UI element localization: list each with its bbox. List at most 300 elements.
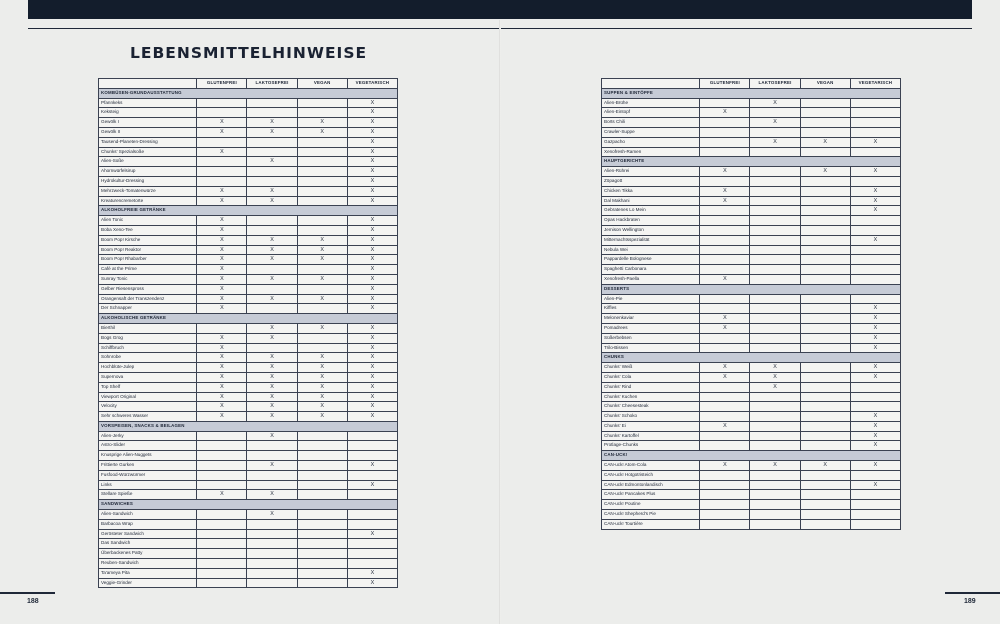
empty-cell [197, 549, 247, 559]
empty-cell [850, 490, 900, 500]
table-row [99, 265, 398, 275]
empty-cell [800, 314, 850, 324]
empty-cell [197, 529, 247, 539]
check-mark: X [850, 333, 900, 343]
page-number-left: 188 [27, 598, 39, 605]
table-row [99, 255, 398, 265]
empty-cell [850, 127, 900, 137]
empty-cell [750, 255, 800, 265]
item-name: Chunks' Cola [602, 372, 700, 382]
check-mark: X [197, 353, 247, 363]
empty-cell [297, 147, 347, 157]
empty-cell [800, 176, 850, 186]
empty-cell [800, 323, 850, 333]
check-mark: X [850, 167, 900, 177]
check-mark: X [297, 118, 347, 128]
item-name: CAN-uck! Poutine [602, 500, 700, 510]
check-mark: X [700, 167, 750, 177]
check-mark: X [347, 137, 397, 147]
check-mark: X [297, 245, 347, 255]
table-row [99, 274, 398, 284]
check-mark: X [197, 235, 247, 245]
empty-cell [347, 490, 397, 500]
column-header-laktosefrei: LAKTOSEFREI [247, 79, 297, 89]
empty-cell [850, 470, 900, 480]
empty-cell [297, 490, 347, 500]
check-mark: X [297, 353, 347, 363]
empty-cell [800, 294, 850, 304]
check-mark: X [197, 372, 247, 382]
table-row [99, 529, 398, 539]
empty-cell [197, 108, 247, 118]
table-row [602, 176, 901, 186]
check-mark: X [347, 196, 397, 206]
item-name: Fusfood-Würzwürmer [99, 470, 197, 480]
check-mark: X [197, 392, 247, 402]
empty-cell [247, 529, 297, 539]
check-mark: X [247, 255, 297, 265]
item-name: Chicken Tikka [602, 186, 700, 196]
table-row [602, 431, 901, 441]
check-mark: X [197, 196, 247, 206]
empty-cell [800, 147, 850, 157]
empty-cell [197, 441, 247, 451]
check-mark: X [197, 294, 247, 304]
empty-cell [297, 196, 347, 206]
check-mark: X [850, 323, 900, 333]
check-mark: X [247, 245, 297, 255]
table-row [99, 216, 398, 226]
check-mark: X [247, 372, 297, 382]
check-mark: X [850, 206, 900, 216]
empty-cell [247, 108, 297, 118]
table-row [602, 235, 901, 245]
check-mark: X [347, 382, 397, 392]
empty-cell [700, 225, 750, 235]
column-header-glutenfrei: GLUTENFREI [700, 79, 750, 89]
table-row [99, 578, 398, 588]
check-mark: X [850, 431, 900, 441]
table-row [602, 167, 901, 177]
empty-cell [197, 157, 247, 167]
table-row [99, 451, 398, 461]
check-mark: X [197, 225, 247, 235]
section-title: SANDWICHES [99, 500, 398, 510]
empty-cell [800, 206, 850, 216]
check-mark: X [800, 461, 850, 471]
table-row [99, 568, 398, 578]
empty-cell [247, 225, 297, 235]
empty-cell [750, 323, 800, 333]
empty-cell [700, 294, 750, 304]
empty-cell [297, 568, 347, 578]
table-row [602, 363, 901, 373]
empty-cell [850, 98, 900, 108]
section-header-row [99, 500, 398, 510]
item-name: Mitternachtsspezialität [602, 235, 700, 245]
check-mark: X [197, 245, 247, 255]
empty-cell [750, 392, 800, 402]
empty-cell [297, 157, 347, 167]
empty-cell [800, 392, 850, 402]
empty-cell [800, 196, 850, 206]
table-row [602, 343, 901, 353]
empty-cell [750, 343, 800, 353]
empty-cell [800, 265, 850, 275]
check-mark: X [247, 118, 297, 128]
check-mark: X [850, 186, 900, 196]
empty-cell [700, 245, 750, 255]
check-mark: X [750, 372, 800, 382]
check-mark: X [750, 98, 800, 108]
check-mark: X [700, 196, 750, 206]
empty-cell [197, 559, 247, 569]
check-mark: X [347, 265, 397, 275]
section-title: ALKOHOLFREIE GETRÄNKE [99, 206, 398, 216]
empty-cell [247, 441, 297, 451]
table-row [99, 284, 398, 294]
item-name: Gewölk II [99, 127, 197, 137]
table-row [99, 480, 398, 490]
empty-cell [750, 500, 800, 510]
empty-cell [700, 255, 750, 265]
section-header-row [99, 88, 398, 98]
check-mark: X [700, 323, 750, 333]
table-row [99, 343, 398, 353]
empty-cell [750, 127, 800, 137]
empty-cell [297, 225, 347, 235]
item-name: Chunks' Cheesesteak [602, 402, 700, 412]
check-mark: X [700, 461, 750, 471]
empty-cell [750, 294, 800, 304]
item-name: Orangensaft der Transzendenz [99, 294, 197, 304]
table-row [99, 490, 398, 500]
empty-cell [750, 480, 800, 490]
empty-cell [700, 265, 750, 275]
check-mark: X [700, 363, 750, 373]
empty-cell [197, 431, 247, 441]
table-row [602, 225, 901, 235]
item-name: Gebratenes Lo Mein [602, 206, 700, 216]
item-name: Reuben-Sandwich [99, 559, 197, 569]
empty-cell [800, 216, 850, 226]
empty-cell [247, 304, 297, 314]
item-name: Xenofresh-Ramen [602, 147, 700, 157]
empty-cell [800, 412, 850, 422]
check-mark: X [347, 568, 397, 578]
empty-cell [750, 333, 800, 343]
item-name: CAN-uck! Hotgotristeich [602, 470, 700, 480]
check-mark: X [197, 402, 247, 412]
check-mark: X [247, 186, 297, 196]
empty-cell [247, 470, 297, 480]
empty-cell [750, 147, 800, 157]
table-row [99, 137, 398, 147]
table-row [602, 470, 901, 480]
empty-cell [297, 98, 347, 108]
check-mark: X [297, 392, 347, 402]
empty-cell [750, 274, 800, 284]
empty-cell [297, 333, 347, 343]
empty-cell [247, 98, 297, 108]
table-row [602, 245, 901, 255]
item-name: Sehr schweres Wasser [99, 412, 197, 422]
column-header-vegetarisch: VEGETARISCH [850, 79, 900, 89]
item-name: Boom Pop! Kirsche [99, 235, 197, 245]
empty-cell [700, 304, 750, 314]
empty-cell [700, 470, 750, 480]
check-mark: X [247, 392, 297, 402]
item-name: Velocity [99, 402, 197, 412]
item-name: Boom Pop! Rhabarber [99, 255, 197, 265]
empty-cell [800, 118, 850, 128]
header-corner-cell [99, 79, 197, 89]
empty-cell [850, 402, 900, 412]
table-row [602, 98, 901, 108]
empty-cell [197, 451, 247, 461]
check-mark: X [850, 137, 900, 147]
empty-cell [700, 412, 750, 422]
table-row [602, 382, 901, 392]
empty-cell [197, 470, 247, 480]
table-row [99, 412, 398, 422]
item-name: Chunks' Kartoffel [602, 431, 700, 441]
empty-cell [850, 245, 900, 255]
empty-cell [297, 549, 347, 559]
table-row [602, 294, 901, 304]
empty-cell [850, 294, 900, 304]
table-row [99, 147, 398, 157]
table-row [99, 353, 398, 363]
section-header-row [99, 206, 398, 216]
check-mark: X [247, 431, 297, 441]
food-table-right [601, 78, 901, 530]
page-title: LEBENSMITTELHINWEISE [130, 44, 368, 62]
empty-cell [800, 108, 850, 118]
table-row [99, 157, 398, 167]
check-mark: X [197, 284, 247, 294]
item-name: Opas Hackbraten [602, 216, 700, 226]
empty-cell [247, 578, 297, 588]
item-name: Schiffbruch [99, 343, 197, 353]
empty-cell [700, 118, 750, 128]
empty-cell [700, 519, 750, 529]
empty-cell [700, 343, 750, 353]
top-banner [28, 0, 972, 19]
table-row [99, 382, 398, 392]
table-row [99, 167, 398, 177]
empty-cell [850, 108, 900, 118]
item-name: Trilo-Bissen [602, 343, 700, 353]
empty-cell [800, 225, 850, 235]
item-name: Chunks' Schoko [602, 412, 700, 422]
table-row [602, 500, 901, 510]
empty-cell [800, 382, 850, 392]
empty-cell [750, 441, 800, 451]
section-header-row [99, 421, 398, 431]
empty-cell [800, 519, 850, 529]
item-name: Stellare Spieße [99, 490, 197, 500]
empty-cell [247, 137, 297, 147]
check-mark: X [850, 314, 900, 324]
check-mark: X [197, 186, 247, 196]
empty-cell [347, 519, 397, 529]
check-mark: X [197, 216, 247, 226]
empty-cell [850, 500, 900, 510]
check-mark: X [347, 363, 397, 373]
table-row [99, 402, 398, 412]
empty-cell [247, 568, 297, 578]
check-mark: X [247, 323, 297, 333]
check-mark: X [347, 216, 397, 226]
section-header-row [602, 451, 901, 461]
check-mark: X [297, 363, 347, 373]
empty-cell [297, 451, 347, 461]
check-mark: X [297, 274, 347, 284]
empty-cell [347, 510, 397, 520]
column-header-glutenfrei: GLUTENFREI [197, 79, 247, 89]
item-name: Alien-Jerky [99, 431, 197, 441]
empty-cell [800, 500, 850, 510]
empty-cell [247, 265, 297, 275]
check-mark: X [247, 274, 297, 284]
item-name: Keksteig [99, 108, 197, 118]
item-name: Spaghetti Carbonara [602, 265, 700, 275]
check-mark: X [347, 372, 397, 382]
check-mark: X [347, 304, 397, 314]
empty-cell [297, 480, 347, 490]
table-row [99, 363, 398, 373]
empty-cell [700, 490, 750, 500]
empty-cell [850, 225, 900, 235]
table-row [602, 323, 901, 333]
check-mark: X [347, 323, 397, 333]
table-row [602, 372, 901, 382]
table-row [99, 176, 398, 186]
item-name: Borts Chili [602, 118, 700, 128]
check-mark: X [347, 98, 397, 108]
table-row [602, 480, 901, 490]
empty-cell [700, 235, 750, 245]
empty-cell [297, 343, 347, 353]
check-mark: X [850, 461, 900, 471]
table-row [602, 137, 901, 147]
empty-cell [297, 137, 347, 147]
section-header-row [602, 284, 901, 294]
check-mark: X [850, 343, 900, 353]
item-name: CAN-uck! Edmontonlandisch [602, 480, 700, 490]
empty-cell [700, 206, 750, 216]
table-row [602, 412, 901, 422]
check-mark: X [347, 402, 397, 412]
table-row [99, 225, 398, 235]
empty-cell [750, 470, 800, 480]
empty-cell [197, 578, 247, 588]
empty-cell [750, 265, 800, 275]
item-name: Alien-Brühe [602, 98, 700, 108]
item-name: Chunks' Weiß [602, 363, 700, 373]
section-title: HAUPTGERICHTE [602, 157, 901, 167]
empty-cell [850, 176, 900, 186]
empty-cell [700, 382, 750, 392]
check-mark: X [197, 274, 247, 284]
empty-cell [297, 176, 347, 186]
item-name: Gewölk I [99, 118, 197, 128]
check-mark: X [297, 127, 347, 137]
empty-cell [700, 402, 750, 412]
table-row [99, 118, 398, 128]
empty-cell [800, 421, 850, 431]
empty-cell [247, 539, 297, 549]
empty-cell [850, 216, 900, 226]
empty-cell [700, 441, 750, 451]
empty-cell [197, 176, 247, 186]
empty-cell [297, 265, 347, 275]
item-name: Ta'ameya Pita [99, 568, 197, 578]
empty-cell [347, 549, 397, 559]
check-mark: X [247, 402, 297, 412]
item-name: Pfannkeks [99, 98, 197, 108]
table-row [602, 392, 901, 402]
table-row [99, 519, 398, 529]
item-name: Nebula Wei [602, 245, 700, 255]
empty-cell [297, 539, 347, 549]
section-header-row [602, 88, 901, 98]
item-name: Frittierte Gurken [99, 461, 197, 471]
item-name: Tausend-Planeten-Dressing [99, 137, 197, 147]
item-name: Zöpagott [602, 176, 700, 186]
empty-cell [297, 461, 347, 471]
section-title: SUPPEN & EINTÖPFE [602, 88, 901, 98]
empty-cell [197, 539, 247, 549]
check-mark: X [347, 529, 397, 539]
empty-cell [800, 363, 850, 373]
item-name: Sunray Tonic [99, 274, 197, 284]
empty-cell [247, 519, 297, 529]
check-mark: X [297, 323, 347, 333]
empty-cell [247, 216, 297, 226]
empty-cell [247, 559, 297, 569]
check-mark: X [297, 382, 347, 392]
check-mark: X [347, 157, 397, 167]
check-mark: X [347, 333, 397, 343]
check-mark: X [197, 304, 247, 314]
item-name: Süßerbebsen [602, 333, 700, 343]
item-name: Astro-Slider [99, 441, 197, 451]
check-mark: X [347, 353, 397, 363]
section-title: KOMBÜSEN-GRUNDAUSSTATTUNG [99, 88, 398, 98]
empty-cell [800, 372, 850, 382]
check-mark: X [700, 421, 750, 431]
check-mark: X [247, 235, 297, 245]
table-row [99, 372, 398, 382]
check-mark: X [347, 235, 397, 245]
item-name: Crawler-Suppe [602, 127, 700, 137]
empty-cell [700, 480, 750, 490]
section-title: ALKOHOLISCHE GETRÄNKE [99, 314, 398, 324]
item-name: Links [99, 480, 197, 490]
empty-cell [700, 216, 750, 226]
empty-cell [247, 167, 297, 177]
footer-rule-left [0, 592, 55, 594]
empty-cell [197, 480, 247, 490]
empty-cell [247, 549, 297, 559]
table-row [602, 333, 901, 343]
empty-cell [800, 333, 850, 343]
empty-cell [750, 402, 800, 412]
check-mark: X [750, 137, 800, 147]
check-mark: X [700, 372, 750, 382]
